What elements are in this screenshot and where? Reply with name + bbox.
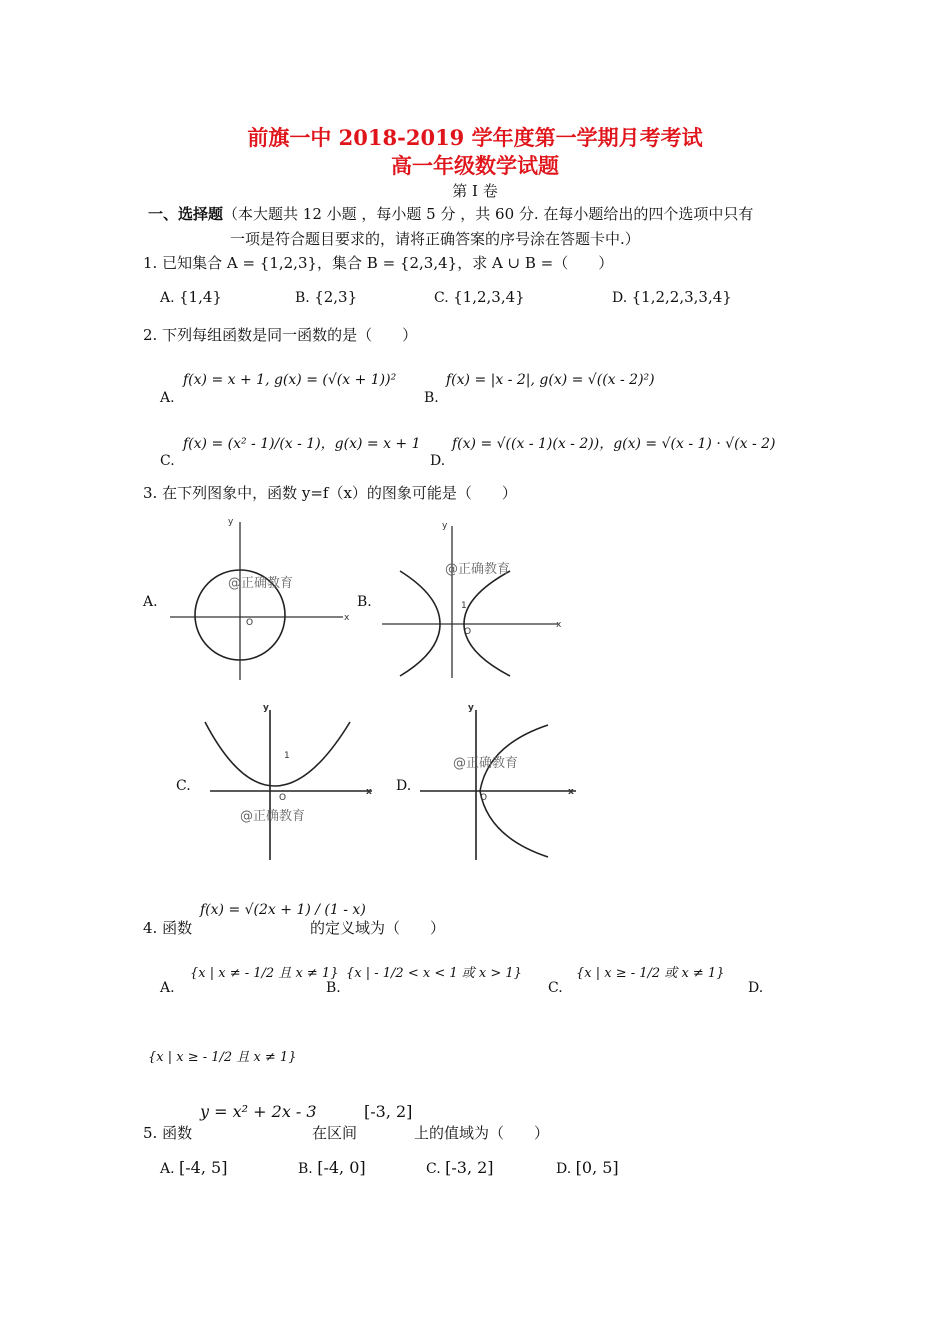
q4-option-b-expr: {x | - 1/2 < x < 1 或 x > 1} bbox=[346, 966, 522, 981]
q2-option-b-label[interactable]: B. bbox=[424, 390, 439, 406]
volume-label: 第 I 卷 bbox=[452, 182, 498, 200]
q3-stem: 3. 在下列图象中，函数 y=f（x）的图象可能是（ ） bbox=[143, 484, 517, 502]
q5-option-b[interactable]: B. [-4, 0] bbox=[298, 1158, 366, 1177]
q4-option-d-expr: {x | x ≥ - 1/2 且 x ≠ 1} bbox=[148, 1050, 297, 1065]
q1-option-d[interactable]: D. {1,2,2,3,3,4} bbox=[612, 288, 732, 306]
q4-func: f(x) = √(2x + 1) / (1 - x) bbox=[200, 902, 366, 918]
q3-option-d-label[interactable]: D. bbox=[396, 778, 412, 794]
q3-option-c-label[interactable]: C. bbox=[176, 778, 191, 794]
tick-one: 1 bbox=[284, 751, 290, 761]
q5-middle: 在区间 bbox=[312, 1124, 358, 1142]
q4-option-c-expr: {x | x ≥ - 1/2 或 x ≠ 1} bbox=[576, 966, 725, 981]
origin-label: O bbox=[480, 793, 488, 803]
q4-option-a-expr: {x | x ≠ - 1/2 且 x ≠ 1} bbox=[190, 966, 339, 981]
tick-one: 1 bbox=[461, 601, 467, 611]
q5-suffix: 上的值域为（ ） bbox=[414, 1124, 550, 1142]
q3-graph-d bbox=[418, 700, 583, 862]
watermark: @正确教育 bbox=[445, 562, 511, 577]
watermark: @正确教育 bbox=[228, 576, 294, 591]
q2-option-b-expr: f(x) = |x - 2|, g(x) = √((x - 2)²) bbox=[446, 372, 655, 388]
exam-title-line1: 前旗一中 2018-2019 学年度第一学期月考考试 bbox=[247, 125, 703, 150]
q2-option-a-label[interactable]: A. bbox=[160, 390, 175, 406]
q1-option-b[interactable]: B. {2,3} bbox=[295, 288, 358, 306]
parabola-curve bbox=[205, 722, 350, 786]
instructions-text-1: （本大题共 12 小题 ，每小题 5 分 ，共 60 分. 在每小题给出的四个选项中只有 bbox=[223, 205, 754, 223]
q2-option-c-label[interactable]: C. bbox=[160, 453, 175, 469]
q5-prefix: 5. 函数 bbox=[143, 1124, 193, 1142]
q4-option-b-label[interactable]: B. bbox=[326, 980, 341, 996]
section-instructions-line1 bbox=[148, 203, 753, 224]
origin-label: O bbox=[464, 627, 472, 637]
q3-graph-c bbox=[200, 700, 380, 862]
watermark: @正确教育 bbox=[453, 756, 519, 771]
q2-option-d-expr: f(x) = √((x - 1)(x - 2))，g(x) = √(x - 1) · √(x - 2) bbox=[452, 436, 776, 452]
q1-stem: 1. 已知集合 A = {1,2,3}，集合 B = {2,3,4}，求 A ∪ B =（ ） bbox=[143, 254, 614, 272]
y-label: y bbox=[263, 703, 269, 713]
x-label: x bbox=[556, 620, 562, 630]
q2-option-c-expr: f(x) = (x² - 1)/(x - 1)，g(x) = x + 1 bbox=[183, 436, 421, 452]
y-label: y bbox=[442, 521, 448, 531]
q3-option-a-label[interactable]: A. bbox=[143, 594, 158, 610]
q5-interval: [-3, 2] bbox=[364, 1102, 413, 1121]
q3-option-b-label[interactable]: B. bbox=[357, 594, 372, 610]
q5-option-c[interactable]: C. [-3, 2] bbox=[426, 1158, 494, 1177]
exam-title-line2: 高一年级数学试题 bbox=[391, 153, 559, 178]
q2-stem: 2. 下列每组函数是同一函数的是（ ） bbox=[143, 326, 418, 344]
section-heading: 一、选择题 bbox=[148, 205, 224, 223]
y-label: y bbox=[228, 517, 234, 527]
q4-option-a-label[interactable]: A. bbox=[160, 980, 175, 996]
q3-graph-a bbox=[168, 512, 353, 682]
y-label: y bbox=[468, 703, 474, 713]
section-instructions-line2: 一项是符合题目要求的，请将正确答案的序号涂在答题卡中.） bbox=[230, 230, 640, 248]
q4-suffix: 的定义域为（ ） bbox=[310, 919, 446, 937]
q5-option-a[interactable]: A. [-4, 5] bbox=[160, 1158, 228, 1177]
x-label: x bbox=[344, 613, 350, 623]
q4-option-d-label[interactable]: D. bbox=[748, 980, 764, 996]
q3-graph-b bbox=[380, 516, 565, 681]
x-label: x bbox=[366, 787, 372, 797]
q4-prefix: 4. 函数 bbox=[143, 919, 193, 937]
q5-func: y = x² + 2x - 3 bbox=[200, 1102, 317, 1121]
origin-label: O bbox=[279, 793, 287, 803]
q5-option-d[interactable]: D. [0, 5] bbox=[556, 1158, 619, 1177]
watermark: @正确教育 bbox=[240, 809, 306, 824]
origin-label: O bbox=[246, 618, 254, 628]
q1-option-a[interactable]: A. {1,4} bbox=[160, 288, 222, 306]
q2-option-a-expr: f(x) = x + 1, g(x) = (√(x + 1))² bbox=[183, 372, 397, 388]
q4-option-c-label[interactable]: C. bbox=[548, 980, 563, 996]
q2-option-d-label[interactable]: D. bbox=[430, 453, 446, 469]
x-label: x bbox=[568, 787, 574, 797]
q1-option-c[interactable]: C. {1,2,3,4} bbox=[434, 288, 525, 306]
